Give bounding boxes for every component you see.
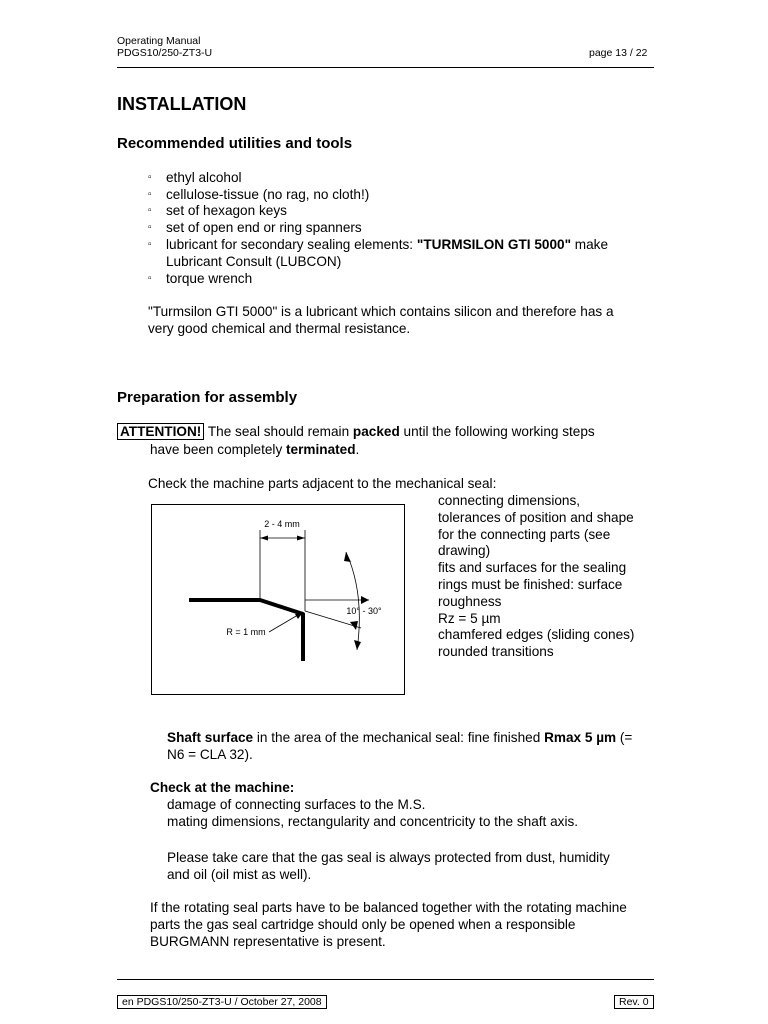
lubricant-note: "Turmsilon GTI 5000" is a lubricant which contains silicon and therefore has a very good chemical and thermal resistance. xyxy=(148,304,614,336)
footer-revision: Rev. 0 xyxy=(614,992,654,1010)
attention-badge: ATTENTION! xyxy=(117,423,204,440)
bullet-icon: ▫ xyxy=(148,205,152,216)
footer-rule xyxy=(117,979,654,980)
arrow-angle-bottom-icon xyxy=(350,621,358,630)
dimension-label-angle: 10° - 30° xyxy=(346,606,382,616)
arrow-angle-top-icon xyxy=(361,596,369,604)
machine-check-list: damage of connecting surfaces to the M.S. mating dimensions, rectangularity and concentricity to the shaft axis. xyxy=(167,797,579,829)
arrow-right-icon xyxy=(297,536,305,541)
shaft-surface-note: Shaft surface in the area of the mechanical seal: fine finished Rmax 5 µm (= N6 = CLA 32). xyxy=(167,730,633,762)
bullet-icon: ▫ xyxy=(148,273,152,284)
care-note: Please take care that the gas seal is always protected from dust, humidity and oil (oil mist as well). xyxy=(167,850,610,882)
lubricant-product-name: "TURMSILON GTI 5000" xyxy=(416,237,572,252)
check-list: connecting dimensions, tolerances of position and shape for the connecting parts (see drawing) fits and surfaces for the sealing rings must be finished: surface roughness Rz = 5 µm chamfered edges (sliding cones) rounded transitions xyxy=(438,493,635,660)
bullet-icon: ▫ xyxy=(148,239,152,250)
attention-line-2: have been completely terminated. xyxy=(150,442,360,457)
header-doc-type: Operating Manual xyxy=(117,35,201,47)
page-title: INSTALLATION xyxy=(117,94,247,114)
bullet-icon: ▫ xyxy=(148,222,152,233)
balance-note: If the rotating seal parts have to be balanced together with the rotating machine parts the gas seal cartridge should only be opened when a responsible BURGMANN representative is present. xyxy=(150,900,627,949)
machine-check-heading: Check at the machine: xyxy=(150,780,295,795)
dimension-label-radius: R = 1 mm xyxy=(226,627,266,637)
check-intro: Check the machine parts adjacent to the mechanical seal: xyxy=(148,476,497,491)
arrow-arc-bottom-icon xyxy=(354,640,361,650)
arrow-left-icon xyxy=(260,536,268,541)
footer-doc-info: en PDGS10/250-ZT3-U / October 27, 2008 xyxy=(117,992,327,1010)
header-page-number: page 13 / 22 xyxy=(589,47,648,59)
dimension-label-width: 2 - 4 mm xyxy=(264,519,300,529)
section-heading-utilities: Recommended utilities and tools xyxy=(117,135,353,152)
attention-line: ATTENTION! The seal should remain packed until the following working steps xyxy=(117,424,595,441)
header-doc-code: PDGS10/250-ZT3-U xyxy=(117,47,213,59)
bullet-icon: ▫ xyxy=(148,172,152,183)
arrow-arc-top-icon xyxy=(344,552,351,562)
bullet-icon: ▫ xyxy=(148,189,152,200)
angle-arc xyxy=(346,552,359,650)
header-rule xyxy=(117,67,654,68)
chamfer-drawing xyxy=(151,504,407,697)
section-heading-preparation: Preparation for assembly xyxy=(117,389,298,406)
